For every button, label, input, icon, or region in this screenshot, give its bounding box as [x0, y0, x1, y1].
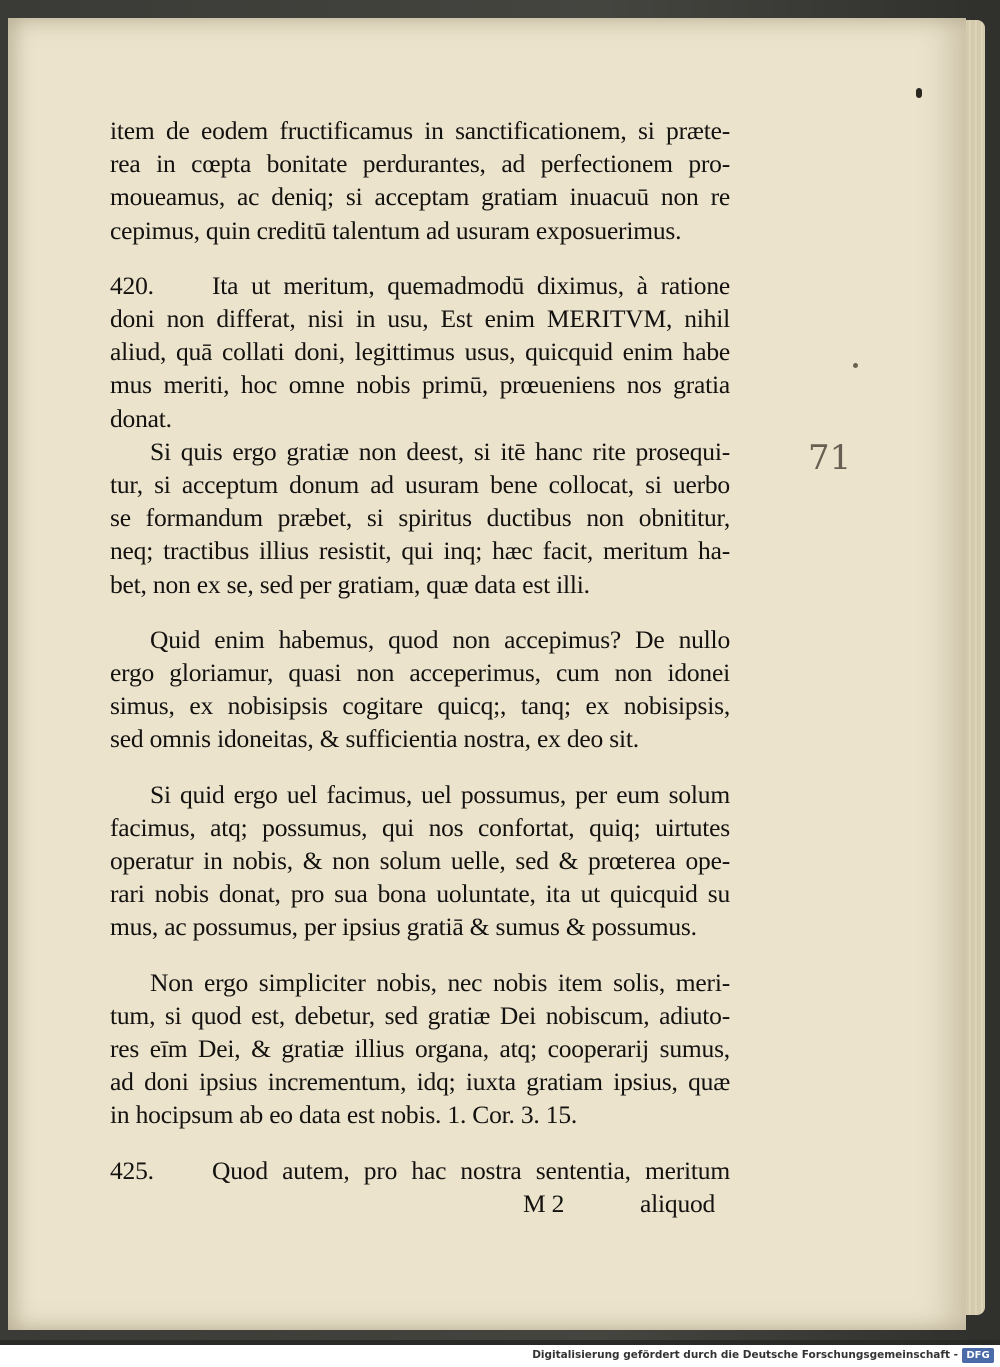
- signature-mark: M 2: [523, 1188, 565, 1218]
- paragraph: [110, 778, 730, 944]
- text-line: Quod autem, pro hac nostra sententia, meritum: [212, 1155, 730, 1185]
- text-line: ergo gloriamur, quasi non acceperimus, cum non idonei: [110, 658, 730, 688]
- funding-banner: [0, 1345, 1000, 1367]
- text-line: Ita ut meritum, quemadmodū diximus, à ratione: [212, 270, 730, 300]
- text-line: rari nobis donat, pro sua bona uoluntate, ita ut quicquid su: [110, 879, 730, 909]
- text-line: Si quid ergo uel facimus, uel possumus, per eum solum: [150, 779, 730, 809]
- text-line: res eīm Dei, & gratiæ illius organa, atq; cooperarij sumus,: [110, 1034, 730, 1064]
- paragraph: [110, 623, 730, 756]
- text-line: simus, ex nobisipsis cogitare quicq;, tanq; ex nobisipsis,: [110, 691, 730, 721]
- page-footer-line: [110, 1187, 730, 1221]
- paragraph-number: 420.: [110, 270, 154, 300]
- text-line: item de eodem fructificamus in sanctificationem, si præte-: [110, 116, 730, 145]
- text-line: cepimus, quin creditū talentum ad usuram exposuerimus.: [110, 215, 682, 245]
- text-line: aliud, quā collati doni, legittimus usus, quicquid enim habe: [110, 337, 730, 367]
- paragraph-number: 425.: [110, 1155, 154, 1185]
- catchword: aliquod: [640, 1188, 716, 1218]
- text-line: tur, si acceptum donum ad usuram bene collocat, si uerbo: [110, 470, 730, 500]
- text-line: in hocipsum ab eo data est nobis. 1. Cor. 3. 15.: [110, 1100, 578, 1130]
- text-line: tum, si quod est, debetur, sed gratiæ Dei nobiscum, adiuto-: [110, 1000, 730, 1030]
- text-line: ad doni ipsius incrementum, idq; iuxta gratiam ipsius, quæ: [110, 1067, 730, 1097]
- text-line: bet, non ex se, sed per gratiam, quæ data est illi.: [110, 569, 590, 599]
- text-line: moueamus, ac deniq; si acceptam gratiam inuacuū non re: [110, 182, 730, 212]
- text-line: mus, ac possumus, per ipsius gratiā & sumus & possumus.: [110, 912, 697, 942]
- text-line: rea in cœpta bonitate perdurantes, ad perfectionem pro-: [110, 149, 730, 179]
- paragraph: [110, 1154, 730, 1187]
- margin-annotation: 71: [808, 438, 852, 478]
- text-line: facimus, atq; possumus, qui nos confortat, quiq; uirtutes: [110, 812, 730, 842]
- text-line: operatur in nobis, & non solum uelle, sed & prœterea ope-: [110, 846, 730, 876]
- ink-spot: [916, 88, 922, 98]
- text-line: Non ergo simpliciter nobis, nec nobis item solis, meri-: [150, 967, 730, 997]
- text-line: doni non differat, nisi in usu, Est enim MERITVM, nihil: [110, 304, 730, 334]
- paragraph: [110, 435, 730, 601]
- paragraph: [110, 114, 730, 247]
- text-line: donat.: [110, 403, 172, 433]
- paragraph: [110, 966, 730, 1132]
- text-line: Quid enim habemus, quod non accepimus? De nullo: [150, 624, 730, 654]
- text-line: mus meriti, hoc omne nobis primū, prœueniens nos gratia: [110, 370, 730, 400]
- funding-text: Digitalisierung gefördert durch die Deutsche Forschungsgemeinschaft -: [532, 1349, 958, 1361]
- text-line: neq; tractibus illius resistit, qui inq; hæc facit, meritum ha-: [110, 536, 730, 566]
- text-line: Si quis ergo gratiæ non deest, si itē hanc rite prosequi-: [150, 436, 730, 466]
- text-line: se formandum præbet, si spiritus ductibus non obnititur,: [110, 503, 730, 533]
- ink-spot: [853, 363, 858, 368]
- paragraph: [110, 269, 730, 435]
- book-page: [8, 18, 966, 1330]
- dfg-logo: DFG: [962, 1348, 994, 1363]
- text-block: [110, 114, 730, 1221]
- text-line: sed omnis idoneitas, & sufficientia nostra, ex deo sit.: [110, 724, 639, 754]
